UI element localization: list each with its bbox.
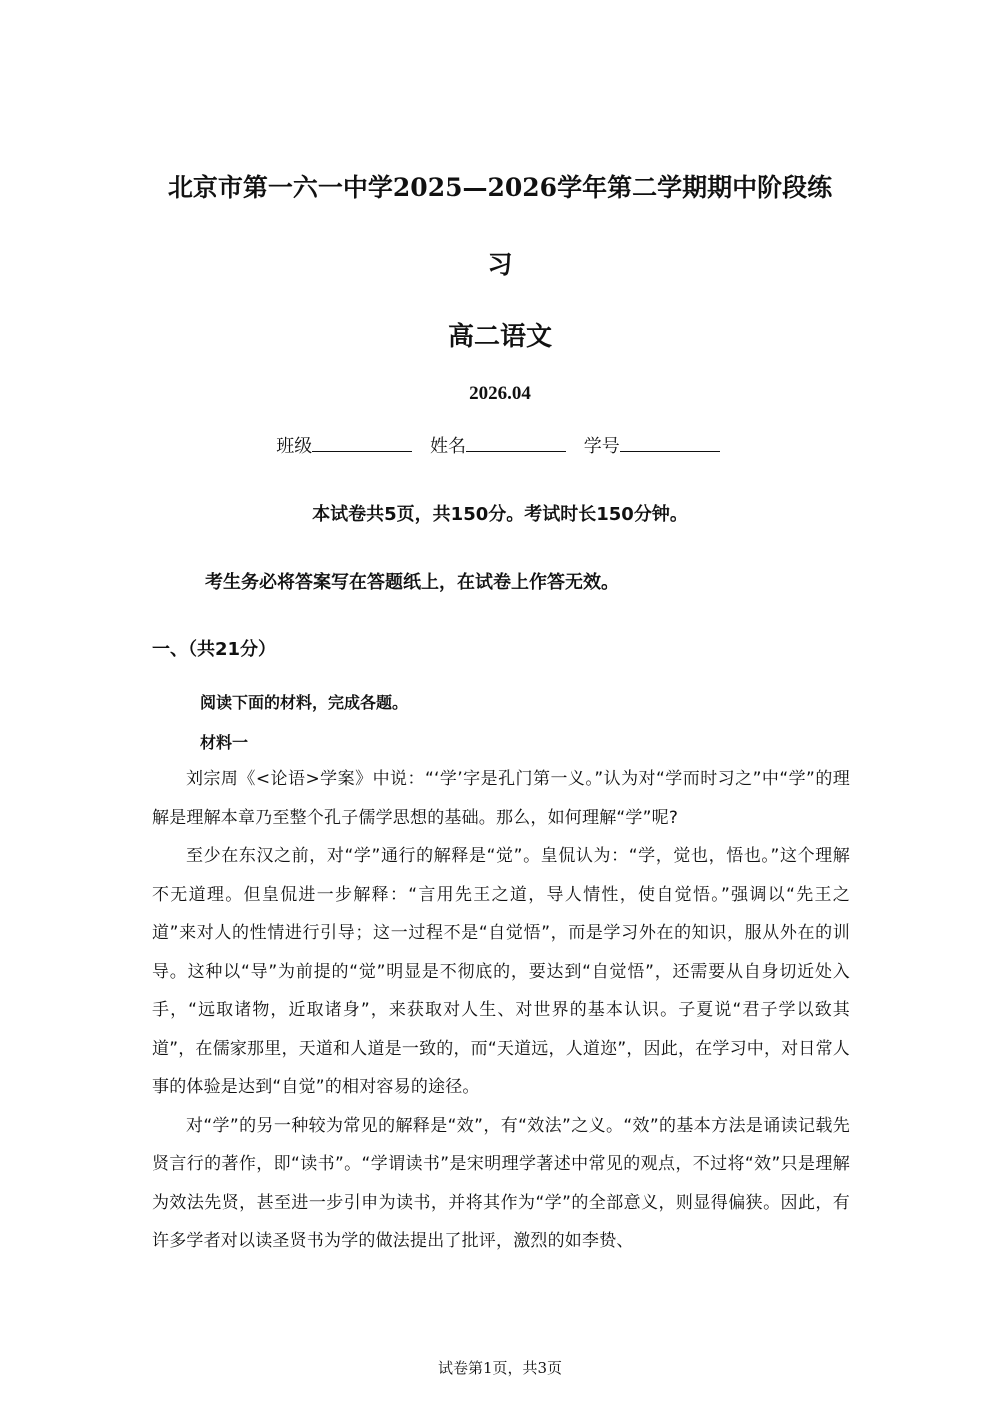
subject-title: 高二语文 xyxy=(447,322,552,352)
name-blank xyxy=(466,433,566,452)
material-body xyxy=(152,760,850,1261)
section-heading: 一、（共21分） xyxy=(152,639,277,660)
student-id-blank xyxy=(620,433,720,452)
exam-title-line1: 北京市第一六一中学2025—2026学年第二学期期中阶段练 xyxy=(167,173,833,202)
class-blank xyxy=(312,433,412,452)
material-title: 材料一 xyxy=(200,733,249,752)
paragraph: 刘宗周《<论语>学案》中说：“‘学’字是孔门第一义。”认为对“学而时习之”中“学”的理解是理解本章乃至整个孔子儒学思想的基础。那么，如何理解“学”呢? xyxy=(152,769,850,828)
answer-rule-notice: 考生务必将答案写在答题纸上，在试卷上作答无效。 xyxy=(205,572,619,593)
student-info-fields xyxy=(100,432,900,458)
page-footer: 试卷第1页，共3页 xyxy=(437,1359,563,1377)
paragraph: 至少在东汉之前，对“学”通行的解释是“觉”。皇侃认为：“学，觉也，悟也。”这个理解不无道理。但皇侃进一步解释：“言用先王之道，导人情性，使自觉悟。”强调以“先王之道”来对人的性情进行引导；这一过程不是“自觉悟”，而是学习外在的知识，服从外在的训导。这种以“导”为前提的“觉”明显是不彻底的，要达到“自觉悟”，还需要从自身切近处入手，“远取诸物，近取诸身”，来获取对人生、对世界的基本认识。子夏说“君子学以致其道”，在儒家那里，天道和人道是一致的，而“天道远，人道迩”，因此，在学习中，对日常人事的体验是达到“自觉”的相对容易的途径。 xyxy=(152,846,850,1097)
name-label: 姓名 xyxy=(430,436,466,457)
student-id-label: 学号 xyxy=(583,436,620,457)
reading-instruction: 阅读下面的材料，完成各题。 xyxy=(200,693,409,712)
exam-info-notice: 本试卷共5页，共150分。考试时长150分钟。 xyxy=(312,504,688,525)
exam-date: 2026.04 xyxy=(469,383,531,404)
exam-title-line2: 习 xyxy=(487,250,513,279)
paragraph: 对“学”的另一种较为常见的解释是“效”，有“效法”之义。“效”的基本方法是诵读记载先贤言行的著作，即“读书”。“学谓读书”是宋明理学著述中常见的观点，不过将“效”只是理解为效法先贤，甚至进一步引申为读书，并将其作为“学”的全部意义，则显得偏狭。因此，有许多学者对以读圣贤书为学的做法提出了批评，激烈的如李贽、 xyxy=(152,1115,850,1251)
class-label: 班级 xyxy=(276,436,313,457)
